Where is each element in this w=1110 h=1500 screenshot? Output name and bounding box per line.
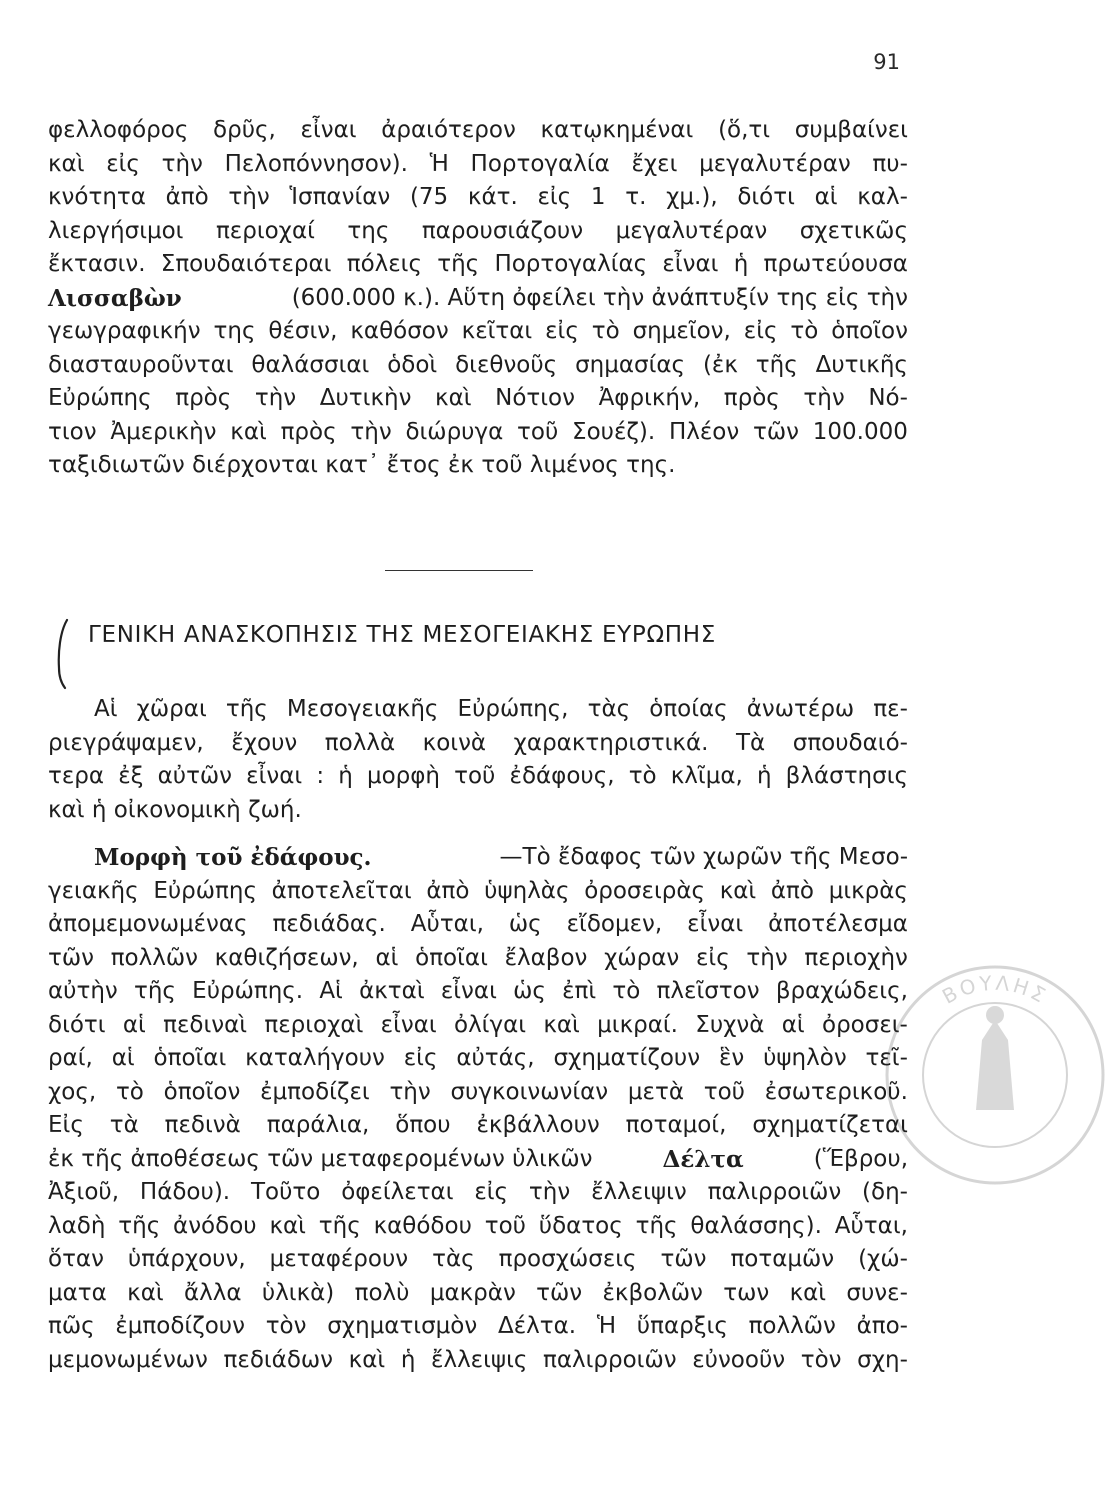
- text-line: διότι αἱ πεδιναὶ περιοχαὶ εἶναι ὀλίγαι καὶ μικραί. Συχνὰ αἱ ὀροσει-: [48, 1011, 908, 1038]
- text-line: Αἱ χῶραι τῆς Μεσογειακῆς Εὐρώπης, τὰς ὁποίας ἀνωτέρω πε-: [94, 696, 908, 722]
- text-line: γειακῆς Εὐρώπης ἀποτελεῖται ἀπὸ ὑψηλὰς ὀροσειρὰς καὶ ἀπὸ μικρὰς: [48, 877, 908, 904]
- paragraph-portugal: [48, 114, 908, 483]
- paragraph-terrain: [48, 841, 908, 1377]
- stamp-label: ΒΟΥΛΗΣ: [938, 970, 1052, 1009]
- text-fragment: (Ἕβρου,: [813, 1145, 908, 1172]
- pen-mark-icon: [56, 618, 70, 690]
- paragraph-overview: [48, 693, 908, 827]
- text-line: ματα καὶ ἄλλα ὑλικὰ) πολὺ μακρὰν τῶν ἐκβολῶν των καὶ συνε-: [48, 1279, 908, 1306]
- text-line: ταξιδιωτῶν διέρχονται κατ᾽ ἔτος ἐκ τοῦ λιμένος της.: [48, 452, 676, 478]
- text-line: τερα ἐξ αὐτῶν εἶναι : ἡ μορφὴ τοῦ ἐδάφους, τὸ κλῖμα, ἡ βλάστησις: [48, 763, 908, 789]
- text-line: ὅταν ὑπάρχουν, μεταφέρουν τὰς προσχώσεις τῶν ποταμῶν (χώ-: [48, 1246, 908, 1272]
- text-fragment: —Τὸ ἔδαφος τῶν χωρῶν τῆς Μεσο-: [499, 844, 908, 870]
- text-line: Εἰς τὰ πεδινὰ παράλια, ὅπου ἐκβάλλουν ποταμοί, σχηματίζεται: [48, 1112, 908, 1138]
- text-line: λαδὴ τῆς ἀνόδου καὶ τῆς καθόδου τοῦ ὕδατος τῆς θαλάσσης). Αὗται,: [48, 1212, 908, 1239]
- text-line: Εὐρώπης πρὸς τὴν Δυτικὴν καὶ Νότιον Ἀφρικήν, πρὸς τὴν Νό-: [48, 385, 908, 411]
- text-fragment: (600.000 κ.). Αὕτη ὀφείλει τὴν ἀνάπτυξίν της εἰς τὴν: [291, 284, 908, 311]
- section-divider: [385, 570, 533, 571]
- text-line: Ἀξιοῦ, Πάδου). Τοῦτο ὀφείλεται εἰς τὴν ἔλλειψιν παλιρροιῶν (δη-: [48, 1179, 908, 1205]
- delta-term: Δέλτα: [662, 1145, 744, 1173]
- text-line: ἀπομεμονωμένας πεδιάδας. Αὗται, ὡς εἴδομεν, εἶναι ἀποτέλεσμα: [48, 911, 908, 937]
- text-line-lisbon: [48, 282, 908, 316]
- text-line: καὶ εἰς τὴν Πελοπόννησον). Ἡ Πορτογαλία ἔχει μεγαλυτέραν πυ-: [48, 150, 908, 177]
- text-line: κνότητα ἀπὸ τὴν Ἱσπανίαν (75 κάτ. εἰς 1 τ. χμ.), διότι αἱ καλ-: [48, 184, 908, 210]
- text-line: ραί, αἱ ὁποῖαι καταλήγουν εἰς αὐτάς, σχηματίζουν ἓν ὑψηλὸν τεῖ-: [48, 1045, 908, 1071]
- text-line: διασταυροῦνται θαλάσσιαι ὁδοὶ διεθνοῦς σημασίας (ἐκ τῆς Δυτικῆς: [48, 351, 908, 378]
- page-number: 91: [873, 50, 900, 74]
- library-stamp-icon: [880, 960, 1110, 1190]
- text-line-subheading: [48, 841, 908, 875]
- text-line: γεωγραφικήν της θέσιν, καθόσον κεῖται εἰς τὸ σημεῖον, εἰς τὸ ὁποῖον: [48, 318, 908, 344]
- text-line: τῶν πολλῶν καθιζήσεων, αἱ ὁποῖαι ἔλαβον χώραν εἰς τὴν περιοχὴν: [48, 944, 908, 971]
- text-line: μεμονωμένων πεδιάδων καὶ ἡ ἔλλειψις παλιρροιῶν εὐνοοῦν τὸν σχη-: [48, 1346, 908, 1373]
- text-line: φελλοφόρος δρῦς, εἶναι ἀραιότερον κατῳκημέναι (ὅ,τι συμβαίνει: [48, 117, 908, 143]
- text-line-delta: [48, 1143, 908, 1177]
- section-heading: ΓΕΝΙΚΗ ΑΝΑΣΚΟΠΗΣΙΣ ΤΗΣ ΜΕΣΟΓΕΙΑΚΗΣ ΕΥΡΩΠΗΣ: [88, 622, 716, 648]
- text-line: καὶ ἡ οἰκονομικὴ ζωή.: [48, 796, 302, 823]
- subheading-terrain: Μορφὴ τοῦ ἐδάφους.: [94, 844, 372, 871]
- text-line: τιον Ἀμερικὴν καὶ πρὸς τὴν διώρυγα τοῦ Σουέζ). Πλέον τῶν 100.000: [48, 418, 908, 445]
- text-line: αὐτὴν τῆς Εὐρώπης. Αἱ ἀκταὶ εἶναι ὡς ἐπὶ τὸ πλεῖστον βραχώδεις,: [48, 978, 908, 1004]
- lisbon-term: Λισσαβὼν: [48, 284, 182, 312]
- text-fragment: ἐκ τῆς ἀποθέσεως τῶν μεταφερομένων ὑλικῶν: [48, 1145, 593, 1172]
- text-line: πῶς ἐμποδίζουν τὸν σχηματισμὸν Δέλτα. Ἡ ὕπαρξις πολλῶν ἀπο-: [48, 1313, 908, 1339]
- text-line: λιεργήσιμοι περιοχαί της παρουσιάζουν μεγαλυτέραν σχετικῶς: [48, 217, 908, 244]
- text-line: χος, τὸ ὁποῖον ἐμποδίζει τὴν συγκοινωνίαν μετὰ τοῦ ἐσωτερικοῦ.: [48, 1078, 908, 1105]
- text-line: ριεγράψαμεν, ἔχουν πολλὰ κοινὰ χαρακτηριστικά. Τὰ σπουδαιό-: [48, 729, 908, 756]
- text-line: ἔκτασιν. Σπουδαιότεραι πόλεις τῆς Πορτογαλίας εἶναι ἡ πρωτεύουσα: [48, 251, 908, 277]
